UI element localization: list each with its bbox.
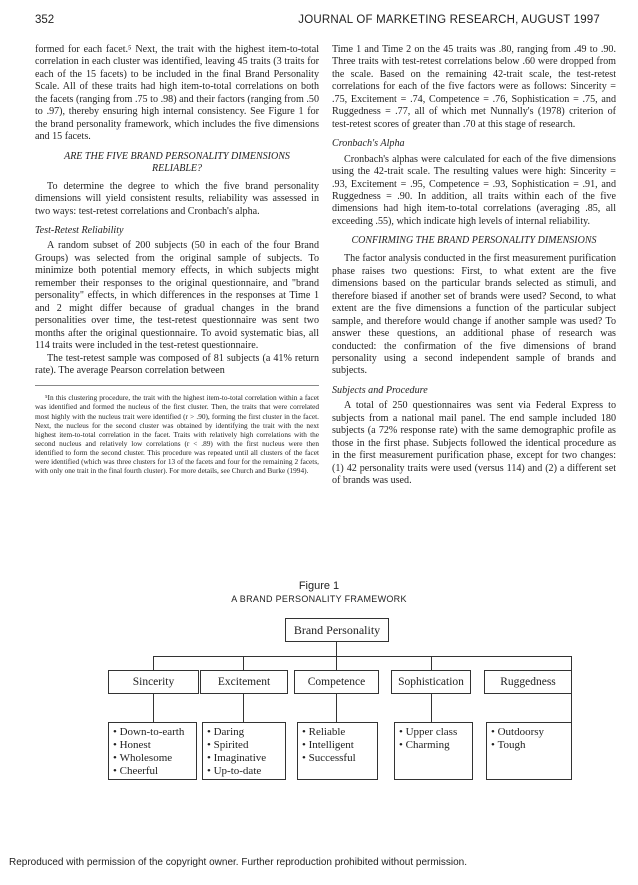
paragraph: Cronbach's alphas were calculated for each of the five dimensions using the 42-trait scale. The resulting values were high: Sincerity = .93, Excitement = .95, Competence = .93, Sophistication = .91, and Ruggedness = .90. In addition, all traits within each of the five dimensions had high item-to-total correlations (averaging .85, all exceeding .55), which indicate high levels of internal reliability. [332, 153, 616, 227]
subheading: Subjects and Procedure [332, 384, 428, 396]
section-heading: ARE THE FIVE BRAND PERSONALITY DIMENSIONS RELIABLE? [64, 150, 290, 174]
figure-title: Figure 1 [298, 580, 340, 592]
facet-item: • Intelligent [302, 739, 373, 752]
connector-line [571, 656, 572, 670]
facet-box [108, 722, 197, 780]
facet-item: • Tough [491, 739, 567, 752]
connector-line [336, 694, 337, 722]
connector-line [153, 656, 154, 670]
page-number: 352 [35, 14, 55, 26]
paragraph: A total of 250 questionnaires was sent via Federal Express to subjects from a national mail panel. The end sample included 180 subjects (a 72% response rate) with the same demographic profile as those in the first phase. Subjects followed the identical procedure as in the first measurement purification phase, except for two changes: (1) 42 personality traits were used (versus 114) and (2) a different set of brands was used. [332, 400, 616, 487]
facet-item: • Honest [113, 739, 192, 752]
connector-line [153, 656, 572, 657]
facet-item: • Wholesome [113, 752, 192, 765]
facet-item: • Successful [302, 752, 373, 765]
paragraph: formed for each facet.⁵ Next, the trait with the highest item-to-total correlation in each cluster was identified, leaving 45 traits (3 traits for each of the 15 facets) to be included in the final Brand Personality Scale. All of these traits had high item-to-total correlations on both the facets (ranging from .75 to .98) and their factors (ranging from .50 to .97), thereby ensuring high internal consistency. See Figure 1 for the brand personality framework, which includes the five dimensions and 15 facets. [35, 44, 319, 143]
journal-title: JOURNAL OF MARKETING RESEARCH, AUGUST 1997 [298, 14, 600, 26]
section-heading: CONFIRMING THE BRAND PERSONALITY DIMENSIONS [351, 235, 597, 247]
dimension-node: Sincerity [108, 670, 199, 694]
facet-box [394, 722, 473, 780]
paragraph: Time 1 and Time 2 on the 45 traits was .80, ranging from .49 to .90. Three traits with test-retest correlations below .60 were dropped from the scale. Based on the remaining 42-trait scale, the test-retest correlations for each of the five factors were as follows: Sincerity = .75, Excitement = .74, Competence = .76, Sophistication = .75, and Ruggedness = .77, all of which met Nunnally's (1978) criterion of test-retest scores of greater than .70 at this stage of research. [332, 44, 616, 130]
connector-line [431, 656, 432, 670]
subheading: Cronbach's Alpha [332, 138, 405, 150]
connector-line [243, 694, 244, 722]
root-node: Brand Personality [285, 618, 389, 642]
paragraph: The test-retest sample was composed of 81 subjects (a 41% return rate). The average Pearson correlation between [35, 352, 319, 376]
footnote: ⁵In this clustering procedure, the trait with the highest item-to-total correlation within a facet was identified and formed the nucleus of the first cluster. Then, the traits that were correlated most highly with the nucleus trait were identified (r > .90), forming the first cluster in the facet. Next, the nucleus for the second cluster was obtained by identifying the trait with the next highest item-to-total correlation in the facet. Traits with relatively high correlations with the second nucleus and relatively low correlations (r < .89) with the first nucleus were then identified to form the second cluster. This procedure was repeated until all clusters of the facet were identified (which was three clusters for 13 of the facets and four for the remaining 2 facets, with only one trait in the final fourth cluster). For more details, see Church and Burke (1994). [35, 385, 319, 474]
facet-box [486, 722, 572, 780]
facet-box [297, 722, 378, 780]
facet-item: • Down-to-earth [113, 726, 192, 739]
facet-item: • Cheerful [113, 765, 192, 778]
paragraph: A random subset of 200 subjects (50 in each of the four Brand Groups) was selected from the original sample of subjects. To minimize both potential memory effects, in which subjects might remember their responses to the original questionnaire, and "brand personality" effects, in which differences in the responses at Time 1 and 2 might differ because of gradual changes in the brand personalities over time, the test-retest questionnaire was sent two months after the original questionnaire. To avoid systematic bias, all 114 traits were included in the test-retest questionnaire. [35, 240, 319, 352]
facet-item: • Charming [399, 739, 468, 752]
facet-item: • Spirited [207, 739, 281, 752]
connector-line [243, 656, 244, 670]
facet-item: • Up-to-date [207, 765, 281, 778]
dimension-node: Excitement [200, 670, 288, 694]
paragraph: To determine the degree to which the five brand personality dimensions will yield consistent results, reliability was assessed in two ways: test-retest correlations and Cronbach's alpha. [35, 180, 319, 217]
copyright-notice: Reproduced with permission of the copyright owner. Further reproduction prohibited without permission. [9, 857, 468, 868]
paragraph: The factor analysis conducted in the first measurement purification phase raises two questions: First, to what extent are the five dimensions based on the particular brands selected as stimuli, and therefore biased if another set of brands were used? Second, to what extent are the five dimensions a function of the particular subject sample, and therefore would change if another sample was used? To answer these questions, an additional phase of research was conducted: the confirmation of the five dimensions of brand personality using a second independent sample of brands and subjects. [332, 253, 616, 377]
subheading: Test-Retest Reliability [35, 224, 124, 236]
dimension-node: Sophistication [391, 670, 471, 694]
connector-line [571, 694, 572, 722]
connector-line [336, 656, 337, 670]
dimension-node: Ruggedness [484, 670, 572, 694]
connector-line [153, 694, 154, 722]
facet-item: • Outdoorsy [491, 726, 567, 739]
dimension-node: Competence [294, 670, 379, 694]
connector-line [336, 642, 337, 656]
facet-box [202, 722, 286, 780]
facet-item: • Reliable [302, 726, 373, 739]
connector-line [431, 694, 432, 722]
facet-item: • Upper class [399, 726, 468, 739]
facet-item: • Daring [207, 726, 281, 739]
figure-subtitle: A BRAND PERSONALITY FRAMEWORK [231, 594, 407, 604]
facet-item: • Imaginative [207, 752, 281, 765]
